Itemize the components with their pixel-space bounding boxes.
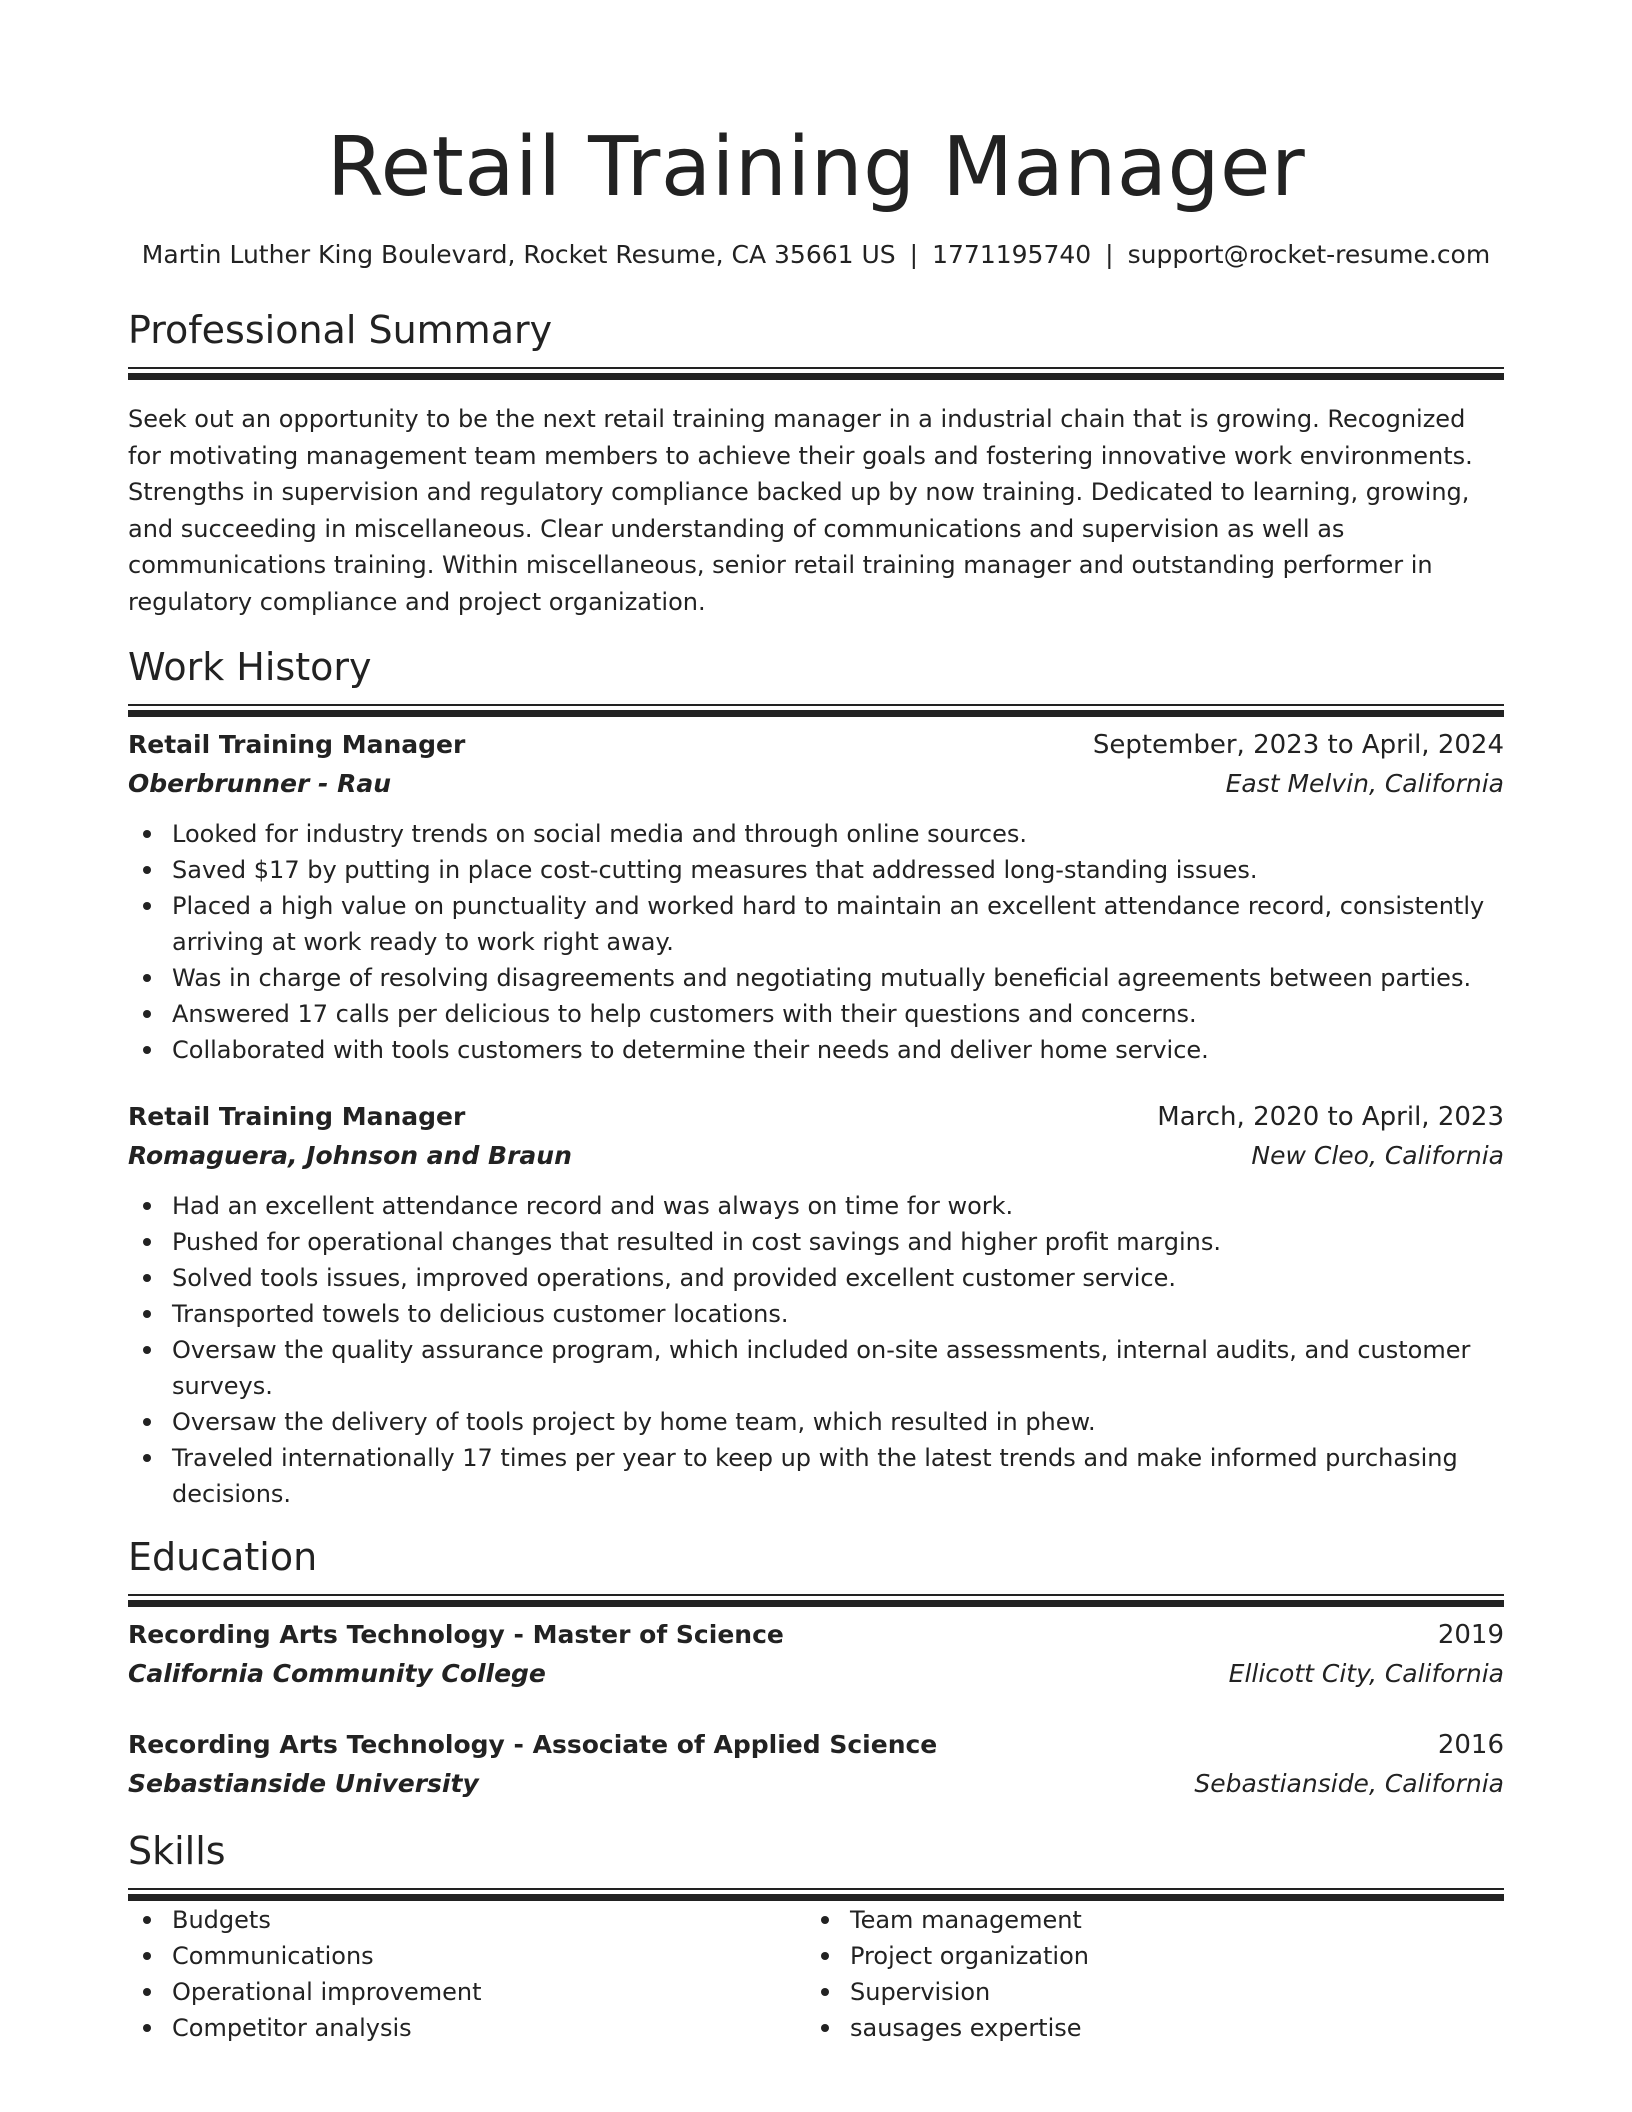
education-school: Sebastianside University [128,1769,479,1798]
job-entry [128,1098,1504,1512]
skill-item: Competitor analysis [172,2010,806,2046]
education-location: Sebastianside, California [1194,1769,1504,1798]
skill-item: Team management [850,1902,1484,1938]
job-bullet: Transported towels to delicious customer locations. [172,1296,1504,1332]
job-company: Oberbrunner - Rau [128,769,392,798]
summary-section [128,307,1504,620]
education-year: 2019 [1437,1620,1504,1650]
contact-email[interactable]: support@rocket-resume.com [1127,240,1491,269]
job-subheader [128,1136,1504,1176]
job-dates: March, 2020 to April, 2023 [1157,1102,1504,1132]
job-title: Retail Training Manager [128,1102,466,1131]
education-location: Ellicott City, California [1228,1659,1504,1688]
job-bullet: Oversaw the quality assurance program, which included on-site assessments, internal audits, and customer surveys. [172,1332,1504,1404]
job-title: Retail Training Manager [128,730,466,759]
skill-item: Supervision [850,1974,1484,2010]
contact-separator: | [909,240,919,269]
job-header [128,726,1504,764]
education-school: California Community College [128,1659,546,1688]
job-bullet: Answered 17 calls per delicious to help customers with their questions and concerns. [172,996,1504,1032]
job-bullet: Had an excellent attendance record and was always on time for work. [172,1188,1504,1224]
job-location: New Cleo, California [1251,1141,1504,1170]
contact-phone: 1771195740 [932,240,1092,269]
skill-item: Operational improvement [172,1974,806,2010]
skill-item: sausages expertise [850,2010,1484,2046]
job-bullet: Oversaw the delivery of tools project by home team, which resulted in phew. [172,1404,1504,1440]
job-location: East Melvin, California [1225,769,1504,798]
section-heading-work-history: Work History [128,645,372,689]
job-bullet: Traveled internationally 17 times per year to keep up with the latest trends and make informed purchasing decisions. [172,1440,1504,1512]
contact-separator: | [1105,240,1114,269]
job-bullet: Was in charge of resolving disagreements and negotiating mutually beneficial agreements between parties. [172,960,1504,996]
skills-column-right [806,1902,1484,2046]
job-bullet: Looked for industry trends on social media and through online sources. [172,816,1504,852]
summary-text: Seek out an opportunity to be the next retail training manager in a industrial chain that is growing. Recognized for motivating management team members to achieve their goals and fostering innovative work environments. Strengths in supervision and regulatory compliance backed up by now training. Dedicated to learning, growing, and succeeding in miscellaneous. Clear understanding of communications and supervision as well as communications training. Within miscellaneous, senior retail training manager and outstanding performer in regulatory compliance and project organization. [128,405,1473,616]
education-header [128,1726,1504,1764]
resume-title: Retail Training Manager [326,120,1306,215]
job-bullet: Placed a high value on punctuality and worked hard to maintain an excellent attendance record, consistently arriving at work ready to work right away. [172,888,1504,960]
education-section [128,1534,1504,1804]
job-bullet-list [128,816,1504,1068]
skills-list [128,1902,806,2046]
section-divider [128,367,1504,369]
skills-list [806,1902,1484,2046]
skill-item: Communications [172,1938,806,1974]
job-bullet: Solved tools issues, improved operations, and provided excellent customer service. [172,1260,1504,1296]
job-bullet: Collaborated with tools customers to determine their needs and deliver home service. [172,1032,1504,1068]
job-header [128,1098,1504,1136]
job-dates: September, 2023 to April, 2024 [1092,730,1504,760]
section-divider [128,1594,1504,1596]
section-heading-education: Education [128,1535,318,1579]
education-year: 2016 [1437,1730,1504,1760]
contact-line [128,238,1504,272]
contact-address: Martin Luther King Boulevard, Rocket Resume, CA 35661 US [141,240,896,269]
skills-section [128,1828,1504,2046]
education-degree: Recording Arts Technology - Associate of Applied Science [128,1730,938,1759]
section-divider [128,704,1504,706]
job-bullet: Pushed for operational changes that resulted in cost savings and higher profit margins. [172,1224,1504,1260]
job-bullet-list [128,1188,1504,1512]
job-subheader [128,764,1504,804]
skills-columns [128,1902,1504,2046]
education-header [128,1616,1504,1654]
job-entry [128,726,1504,1068]
education-degree: Recording Arts Technology - Master of Science [128,1620,784,1649]
job-company: Romaguera, Johnson and Braun [128,1141,572,1170]
education-subheader [128,1764,1504,1804]
section-heading-summary: Professional Summary [128,308,553,352]
skills-column-left [128,1902,806,2046]
education-entry [128,1616,1504,1694]
resume-page [128,0,1504,2046]
education-entry [128,1726,1504,1804]
work-history-section [128,644,1504,1512]
job-bullet: Saved $17 by putting in place cost-cutting measures that addressed long-standing issues. [172,852,1504,888]
section-heading-skills: Skills [128,1829,226,1873]
section-divider [128,1888,1504,1890]
skill-item: Budgets [172,1902,806,1938]
education-subheader [128,1654,1504,1694]
skill-item: Project organization [850,1938,1484,1974]
